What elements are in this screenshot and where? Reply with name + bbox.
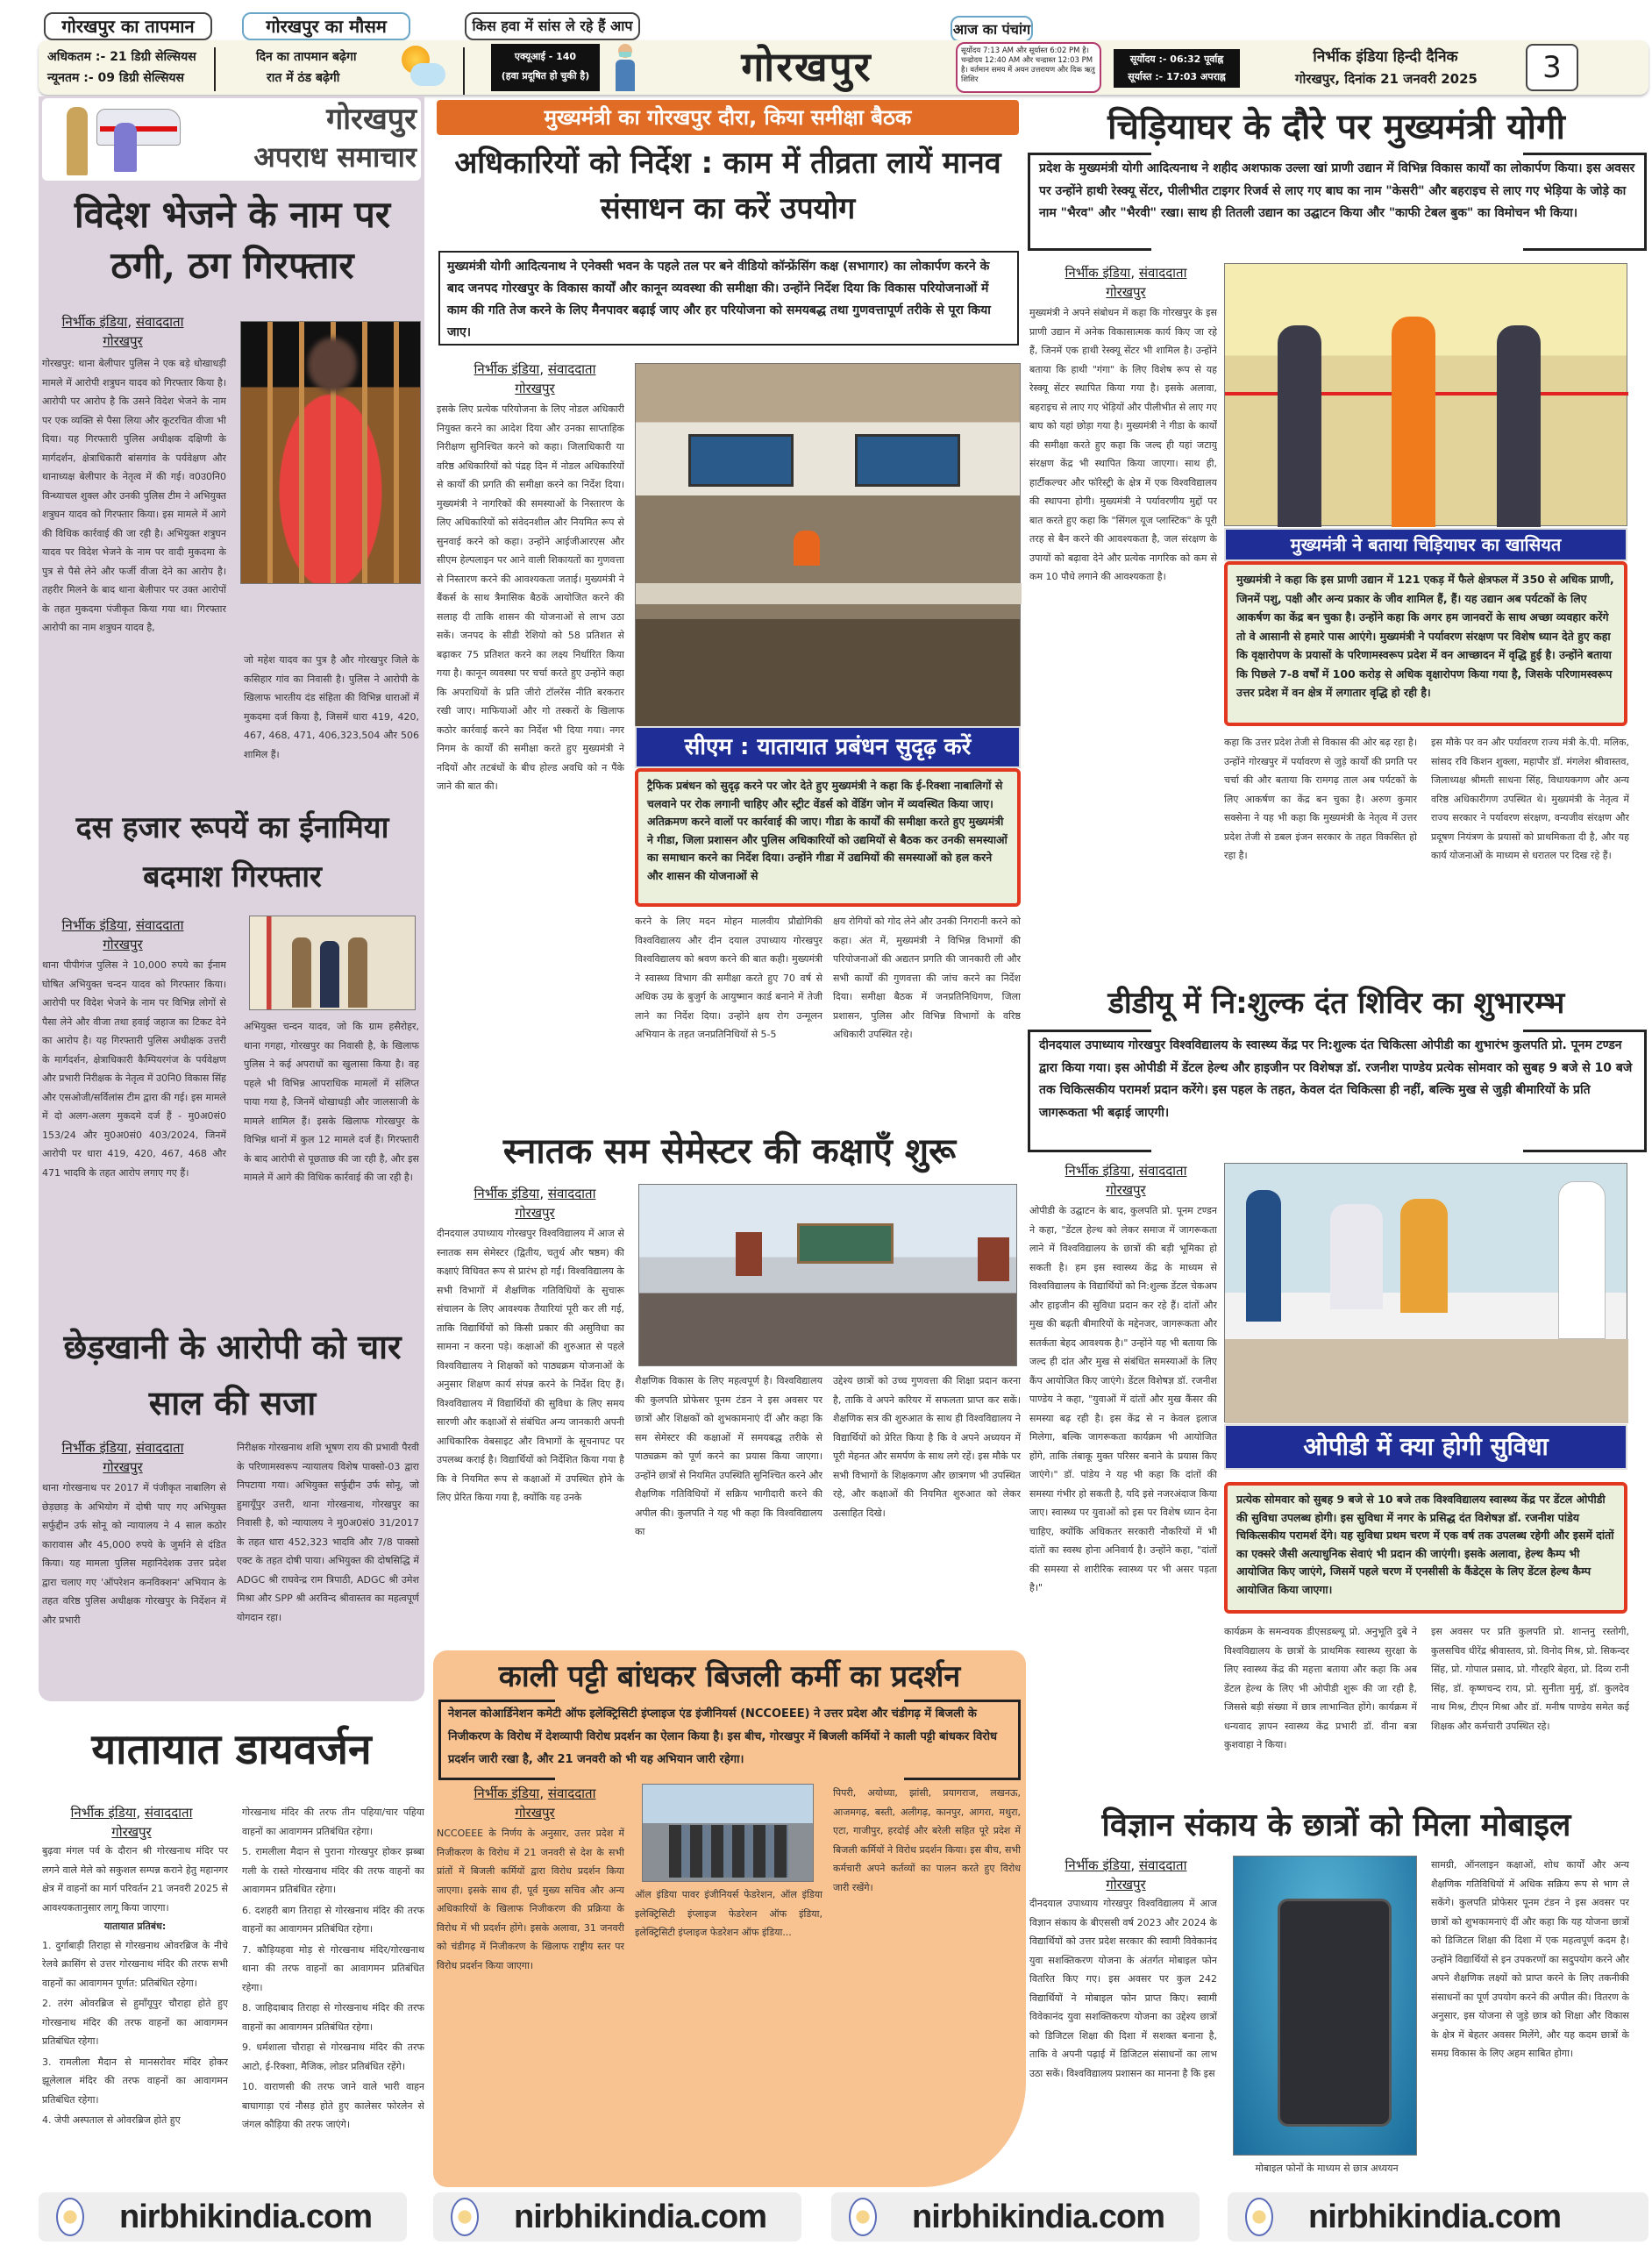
police-illustration <box>61 102 184 179</box>
zoo-summary-box <box>1028 153 1647 251</box>
page-number: 3 <box>1526 44 1578 91</box>
byline: निर्भीक इंडिया, संवाददाता गोरखपुर <box>61 917 184 952</box>
traffic-column-right <box>242 1803 424 2185</box>
dental-cont-2: इस अवसर पर प्रति कुलपति प्रो. शान्तनु रस्तोगी, कुलसचिव धीरेंद्र श्रीवास्तव, प्रो. विनोद मिश्र, प्रो. सिकन्दर सिंह, प्रो. गोपाल प्रसाद, प्रो. गौरहरि बेहरा, प्रो. दिव्य रानी सिंह, डॉ. कृष्णचन्द राय, प्रो. सुनीता मुर्मू, डॉ. कुलदेव नाथ मिश्र, टीएन मिश्रा और डॉ. मनीष पाण्डेय समेत कई शिक्षक और कर्मचारी उपस्थित रहे। <box>1431 1626 1629 1732</box>
site-url[interactable]: nirbhikindia.com <box>912 2198 1165 2235</box>
traffic-restriction-item: 6. दशहरी बाग तिराहा से गोरखनाथ मंदिर की तरफ वाहनों का आवागमन प्रतिबंधित रहेगा। <box>242 1904 424 1935</box>
byline: निर्भीक इंडिया, संवाददाता गोरखपुर <box>1065 1857 1187 1892</box>
press-logo-icon <box>451 2198 479 2236</box>
byline-agency: निर्भीक इंडिया <box>1065 1857 1131 1873</box>
crime-story-3-body: थाना गोरखनाथ पर 2017 में पंजीकृत नाबालिग से छेड़छाड़ के अभियोग में दोषी पाए गए अभियुक्त सर्फुद्दीन उर्फ सोनू को न्यायालय ने 4 साल कठोर कारावास और 45,000 रुपये के जुर्माने से दंडित किया। यह मामला पुलिस महानिदेशक उत्तर प्रदेश द्वारा चलाए गए 'ऑपरेशन कनविक्शन' अभियान के तहत वरिष्ठ पुलिस अधीक्षक गोरखपुर के निर्देशन में और प्रभारी <box>42 1482 226 1626</box>
crime-section-title-2: अपराध समाचार <box>253 140 417 174</box>
cm-body-cont-1: करने के लिए मदन मोहन मालवीय प्रौद्योगिकी विश्वविद्यालय और दीन दयाल उपाध्याय गोरखपुर विश्वविद्यालय को श्रवण करने की बात कही। मुख्यमंत्री ने स्वास्थ्य विभाग की समीक्षा करते हुए 70 वर्ष से अधिक उम्र के बुजुर्ग के आयुष्मान कार्ड बनाने में तेजी लाने का निर्देश दिया। उन्होंने क्षय रोग उन्मूलन अभियान के तहत जनप्रतिनिधियों से 5-5 <box>635 916 822 1040</box>
aqi-badge <box>491 44 600 91</box>
byline-agency: निर्भीक इंडिया <box>474 361 540 377</box>
byline-role: संवाददाता <box>1138 265 1187 281</box>
crime-section-title-1: गोरखपुर <box>326 102 417 137</box>
temp-tab: गोरखपुर का तापमान <box>44 12 212 40</box>
byline-city: गोरखपुर <box>1106 1877 1146 1892</box>
traffic-restriction-item: 8. जाहिदाबाद तिराहा से गोरखनाथ मंदिर की तरफ वाहनों का आवागमन प्रतिबंधित रहेगा। <box>242 2002 424 2033</box>
aqi-value: एक्यूआई - 140 <box>514 51 577 62</box>
traffic-restriction-item: 7. कौड़ियहवा मोड़ से गोरखनाथ मंदिर/गोरखनाथ थाना की तरफ वाहनों का आवागमन प्रतिबंधित रहेगा। <box>242 1943 424 1993</box>
traffic-restriction-item: 2. तरंग ओवरब्रिज से हुमाँयूपुर चौराहा होते हुए गोरखनाथ मंदिर की तरफ वाहनों का आवागमन प्रतिबंधित रहेगा। <box>42 1998 228 2047</box>
byline-city: गोरखपुर <box>103 1459 143 1475</box>
site-url[interactable]: nirbhikindia.com <box>119 2198 373 2235</box>
traffic-list-left <box>42 1936 228 2130</box>
byline-role: संवाददाता <box>144 1805 193 1821</box>
traffic-subhead: यातायात प्रतिबंध: <box>103 1921 167 1932</box>
electricity-summary: नेशनल कोआर्डिनेशन कमेटी ऑफ इलेक्ट्रिसिटी इंप्लाइज एंड इंजीनियर्स (NCCOEEE) ने उत्तर प्रदेश और चंडीगढ़ में बिजली के निजीकरण के विरोध में देशव्यापी विरोध प्रदर्शन का ऐलान किया है। इस बीच, गोरखपुर में बिजली कर्मियों ने काली पट्टी बांधकर विरोध प्रदर्शन जारी रखा है, और 21 जनवरी को भी यह अभियान जारी रहेगा। <box>448 1707 998 1766</box>
byline-agency: निर्भीक इंडिया <box>1065 265 1131 281</box>
mobile-photo-caption: मोबाइल फोनों के माध्यम से छात्र अध्ययन <box>1255 2163 1399 2174</box>
traffic-restriction-item: 9. धर्मशाला चौराहा से गोरखनाथ मंदिर की तरफ आटो, ई-रिक्शा, मैजिक, लोडर प्रतिबंधित रहेंगे। <box>242 2042 424 2072</box>
crime-story-2-cont: अभियुक्त चन्दन यादव, जो कि ग्राम हसैरोहर, थाना गगहा, गोरखपुर का निवासी है, के खिलाफ पुलिस ने कई अपराधों का खुलासा किया है। वह पहले भी विभिन्न आपराधिक मामलों में संलिप्त पाया गया है, जिनमें धोखाधड़ी और जालसाजी के मामले शामिल हैं। इसके खिलाफ गोरखपुर के विभिन्न थानों में कुल 12 मामले दर्ज हैं। गिरफ्तारी के बाद आरोपी से पूछताछ की जा रही है, और इस मामले में आगे की विधिक कार्रवाई की जा रही है। <box>244 1021 419 1183</box>
byline-role: संवाददाता <box>135 917 184 933</box>
weather-line-1: दिन का तापमान बढ़ेगा <box>256 50 357 64</box>
traffic-restriction-item: 4. जेपी अस्पताल से ओवरब्रिज होते हुए <box>42 2114 181 2126</box>
crime-story-2-body: थाना पीपीगंज पुलिस ने 10,000 रुपये का ईनाम घोषित अभियुक्त चन्दन यादव को गिरफ्तार किया। आरोपी पर विदेश भेजने के नाम पर विभिन्न लोगों से पैसा लेने और वीजा तथा हवाई जहाज का टिकट देने का आरोप है। यह गिरफ्तारी पुलिस अधीक्षक उत्तरी के मार्गदर्शन, क्षेत्राधिकारी कैम्पियरगंज के पर्यवेक्षण और प्रभारी निरीक्षक के नेतृत्व में उ0नि0 विकास सिंह और एसओजी/सर्विलांस टीम द्वारा की गई। इस मामले में दो अलग-अलग मुकदमे दर्ज हैं - मु0अ0सं0 153/24 और मु0अ0सं0 403/2024, जिनमें आरोपी पर धारा 419, 420, 467, 468 और 471 भादवि के तहत आरोप लगाए गए हैं। <box>42 959 226 1179</box>
dental-summary-box <box>1028 1030 1647 1152</box>
aqi-status: (हवा प्रदूषित हो चुकी है) <box>501 70 590 82</box>
crime-story-1-cont: जो महेश यादव का पुत्र है और गोरखपुर जिले के कसिहार गांव का निवासी है। पुलिस ने आरोपी के खिलाफ भारतीय दंड संहिता की विभिन्न धाराओं में मुकदमा दर्ज किया है, जिसमें धारा 419, 420, 467, 468, 471, 406,323,504 और 506 शामिल हैं। <box>244 654 419 760</box>
crime-headline-1: विदेश भेजने के नाम पर ठगी, ठग गिरफ्तार <box>74 193 391 287</box>
traffic-restriction-item: 1. दुर्गाबाड़ी तिराहा से गोरखनाथ ओवरब्रिज के नीचे रेलवे क्रासिंग से उत्तर गोरखनाथ मंदिर की तरफ सभी वाहनों का आवागमन पूर्णत: प्रतिबंधित रहेगा। <box>42 1939 228 1989</box>
cm-summary-box <box>438 251 1019 346</box>
byline-city: गोरखपुर <box>515 1805 555 1821</box>
paper-name: निर्भीक इंडिया हिन्दी दैनिक <box>1313 48 1458 66</box>
cm-traffic-subhead <box>635 726 1021 768</box>
zoo-cont-2: इस मौके पर वन और पर्यावरण राज्य मंत्री के.पी. मलिक, सांसद रवि किशन शुक्ला, महापौर डॉ. मंगलेश श्रीवास्तव, जिलाध्यक्ष श्रीमती साधना सिंह, विधायकगण और अन्य वरिष्ठ अधिकारीगण उपस्थित थे। मुख्यमंत्री के नेतृत्व में राज्य सरकार ने पर्यावरण संरक्षण, वन्यजीव संरक्षण और प्रदूषण नियंत्रण के प्रयासों को प्राथमिकता दी है, और यह कार्य योजनाओं के माध्यम से धरातल पर दिख रहे हैं। <box>1431 737 1629 861</box>
byline-role: संवाददाता <box>547 1186 596 1201</box>
air-tab: किस हवा में सांस ले रहे हैं आप <box>465 12 640 40</box>
crime-story-1-body: गोरखपुर: थाना बेलीपार पुलिस ने एक बड़े धोखाधड़ी मामले में आरोपी शत्रुघन यादव को गिरफ्तार किया है। आरोपी पर आरोप है कि उसने विदेश भेजने के नाम पर एक व्यक्ति से पैसा लिया और कूटरचित वीजा भी दिया। यह गिरफ्तारी पुलिस अधीक्षक दक्षिणी के मार्गदर्शन, क्षेत्राधिकारी बांसगांव के पर्यवेक्षण और थानाध्यक्ष बेलीपार के नेतृत्व में की गई। व0उ0नि0 विन्ध्याचल शुक्ल और उनकी पुलिस टीम ने अभियुक्त शत्रुघन यादव को गिरफ्तार किया। इस मामले में आगे की विधिक कार्रवाई की जा रही है। अभियुक्त शत्रुघन यादव पर विदेश भेजने के नाम पर वादी मुकदमा के पुत्र से पैसे लेने और फर्जी वीजा देने का आरोप है। तहरीर मिलने के बाद थाना बेलीपार पर उक्त आरोपों के तहत मुकदमा पंजीकृत किया गया था। गिरफ्तार आरोपी का नाम शत्रुघन यादव है, <box>42 358 226 633</box>
byline-role: संवाददाता <box>1138 1163 1187 1179</box>
jail-photo <box>240 321 421 584</box>
zoo-headline: चिड़ियाघर के दौरे पर मुख्यमंत्री योगी <box>1107 107 1565 147</box>
city-title: गोरखपुर <box>741 43 872 90</box>
press-logo-icon <box>849 2198 877 2236</box>
byline: निर्भीक इंडिया, संवाददाता गोरखपुर <box>61 1440 184 1475</box>
footer-site-2[interactable] <box>433 2192 801 2241</box>
zoo-summary: प्रदेश के मुख्यमंत्री योगी आदित्यनाथ ने शहीद अशफाक उल्ला खां प्राणी उद्यान में विभिन्न विकास कार्यों का लोकार्पण किया। इस अवसर पर उन्होंने हाथी रेस्क्यू सेंटर, पीलीभीत टाइगर रिजर्व से लाए गए बाघ का नाम "केसरी" और बहराइच से लाए गए भेड़िया के जोड़े का नाम "भैरव" और "भैरवी" रखा। साथ ही तितली उद्यान का उद्घाटन किया और "काफी टेबल बुक" का विमोचन भी किया। <box>1039 161 1635 220</box>
cm-body-cont-2: क्षय रोगियों को गोद लेने और उनकी निगरानी करने को कहा। अंत में, मुख्यमंत्री ने विभिन्न विभागों की परियोजनाओं की अद्यतन प्रगति की जानकारी ली और सभी कार्यों की गुणवत्ता की जांच करने का निर्देश दिया। समीक्षा बैठक में जनप्रतिनिधिगण, जिला प्रशासन, पुलिस और विभिन्न विभागों के वरिष्ठ अधिकारी उपस्थित रहे। <box>833 916 1021 1040</box>
zoo-highlight-box <box>1224 561 1627 726</box>
mobile-cont: सामग्री, ऑनलाइन कक्षाओं, शोध कार्यों और अन्य शैक्षणिक गतिविधियों में अधिक सक्रिय रूप से भाग ले सकेंगे। कुलपति प्रोफेसर पूनम टंडन ने इस अवसर पर छात्रों को शुभकामनाएं दीं और कहा कि यह योजना छात्रों को डिजिटल शिक्षा की दिशा में एक महत्वपूर्ण कदम है। उन्होंने विद्यार्थियों से इन उपकरणों का सदुपयोग करने और अपने शैक्षणिक लक्ष्यों को प्राप्त करने के लिए तकनीकी संसाधनों का पूर्ण उपयोग करने की अपील की। वितरण के अनुसार, इस योजना से जुड़े छात्र को शिक्षा और विकास के क्षेत्र में बेहतर अवसर मिलेंगे, और यह कदम छात्रों के समग्र विकास के लिए अहम साबित होगा। <box>1431 1859 1629 2059</box>
byline: निर्भीक इंडिया, संवाददाता गोरखपुर <box>1065 1163 1187 1198</box>
crime-headline-2: दस हजार रूपयें का ईनामिया बदमाश गिरफ्तार <box>75 810 389 894</box>
byline: निर्भीक इंडिया, संवाददाता गोरखपुर <box>61 314 184 349</box>
byline: निर्भीक इंडिया, संवाददाता गोरखपुर <box>474 1785 596 1821</box>
traffic-restriction-item: गोरखनाथ मंदिर की तरफ तीन पहिया/चार पहिया वाहनों का आवागमन प्रतिबंधित रहेगा। <box>242 1807 424 1837</box>
byline-agency: निर्भीक इंडिया <box>474 1785 540 1801</box>
zoo-highlight-text: मुख्यमंत्री ने कहा कि इस प्राणी उद्यान में 121 एकड़ में फैले क्षेत्रफल में 350 से अधिक प्राणी, जिनमें पशु, पक्षी और अन्य प्रकार के जीव शामिल हैं, हैं। यह उद्यान अब पर्यटकों के लिए आकर्षण का केंद्र बन चुका है। उन्होंने कहा कि अगर हम जानवरों के साथ अच्छा व्यवहार करेंगे तो वे आसानी से हमारे पास आएंगे। मुख्यमंत्री ने पर्यावरण संरक्षण पर विशेष ध्यान देते हुए कहा कि वृक्षारोपण के प्रयासों के परिणामस्वरूप प्रदेश में वन आच्छादन में वृद्धि हुई है। उन्होंने बताया कि पिछले 7-8 वर्षों में 100 करोड़ से अधिक वृक्षारोपण किया गया है, जिसके परिणामस्वरूप उत्तर प्रदेश में वन क्षेत्र में लगातार वृद्धि हो रही है। <box>1236 573 1614 699</box>
arrest-photo <box>249 916 416 1010</box>
byline-role: संवाददाता <box>547 361 596 377</box>
byline-role: संवाददाता <box>1138 1857 1187 1873</box>
traffic-restriction-item: 3. रामलीला मैदान से मानसरोवर मंदिर होकर झूलेलाल मंदिर की तरफ वाहनों का आवागमन प्रतिबंधित रहेगा। <box>42 2056 228 2106</box>
traffic-restriction-item: 10. वाराणसी की तरफ जाने वाले भारी वाहन बाघागाड़ा एवं नौसड़ होते हुए कालेसर फोरलेन से जंगल कौड़िया की तरफ जाएंगे। <box>242 2081 424 2130</box>
dental-summary: दीनदयाल उपाध्याय गोरखपुर विश्वविद्यालय के स्वास्थ्य केंद्र पर नि:शुल्क दंत चिकित्सा ओपीडी का शुभारंभ कुलपति प्रो. पूनम टण्डन द्वारा किया गया। इस ओपीडी में डेंटल हेल्थ और हाइजीन पर विशेषज्ञ डॉ. रजनीश पाण्डेय प्रत्येक सोमवार को सुबह 9 बजे से 10 बजे तक चिकित्सकीय परामर्श प्रदान करेंगे। इस पहल के तहत, केवल दंत चिकित्सा ही नहीं, बल्कि मुख से जुड़ी बीमारियों के प्रति जागरूकता भी बढ़ाई जाएगी। <box>1039 1038 1633 1120</box>
zoo-cont-1: कहा कि उत्तर प्रदेश तेजी से विकास की ओर बढ़ रहा है। उन्होंने गोरखपुर में पर्यावरण से जुड़े कार्यों की प्रगति पर चर्चा की और बताया कि रामगढ़ ताल अब पर्यटकों के लिए आकर्षण का केंद्र बन चुका है। अरुण कुमार सक्सेना ने यह भी कहा कि मुख्यमंत्री के नेतृत्व में उत्तर प्रदेश तेजी से डबल इंजन सरकार के तहत विकसित हो रहा है। <box>1224 737 1417 861</box>
dateline: गोरखपुर, दिनांक 21 जनवरी 2025 <box>1295 71 1478 87</box>
dental-facility-text: प्रत्येक सोमवार को सुबह 9 बजे से 10 बजे तक विश्वविद्यालय स्वास्थ्य केंद्र पर डेंटल ओपीडी की सुविधा उपलब्ध होगी। इस सुविधा में नगर के प्रसिद्ध दंत विशेषज्ञ डॉ. रजनीश पांडेय चिकित्सकीय परामर्श देंगे। यह सुविधा प्रथम चरण में एक वर्ष तक उपलब्ध रहेगी और इसमें दांतों का एक्सरे जैसी अत्याधुनिक सेवाएं भी प्रदान की जाएंगी। इसके अलावा, हेल्थ कैम्प भी आयोजित किए जाएंगे, जिसमें पहले चरण में एनसीसी के कैंडेट्स के लिए डेंटल हेल्थ कैम्प आयोजित किया जाएगा। <box>1236 1493 1614 1596</box>
traffic-column-left <box>42 1842 228 2185</box>
temp-min: न्यूनतम :- 09 डिग्री सेल्सियस <box>47 71 185 85</box>
byline-agency: निर्भीक इंडिया <box>61 917 128 933</box>
traffic-restriction-item: 5. रामलीला मैदान से पुराना गोरखपुर होकर झब्बा गली के रास्ते गोरखनाथ मंदिर की तरफ वाहनों का आवागमन प्रतिबंधित रहेगा। <box>242 1846 424 1895</box>
byline: निर्भीक इंडिया, संवाददाता गोरखपुर <box>1065 265 1187 300</box>
cm-summary: मुख्यमंत्री योगी आदित्यनाथ ने एनेक्सी भवन के पहले तल पर बने वीडियो कॉन्फ्रेंसिंग कक्ष (सभागार) का लोकार्पण करने के बाद जनपद गोरखपुर के विकास कार्यों और कानून व्यवस्था की समीक्षा की। उन्होंने निर्देश दिया कि विकास परियोजनाओं में काम की गति तेज करने के लिए मैनपावर बढ़ाई जाए और हर परियोजना को समयबद्ध तथा गुणवत्तापूर्ण तरीके से पूरा किया जाए। <box>447 260 991 339</box>
sun-times-badge <box>1114 49 1240 88</box>
classroom-photo <box>638 1184 1017 1366</box>
cm-headline: अधिकारियों को निर्देश : काम में तीव्रता लायें मानव संसाधन का करें उपयोग <box>454 146 1001 226</box>
footer-site-1[interactable] <box>39 2192 407 2241</box>
byline-agency: निर्भीक इंडिया <box>70 1805 137 1821</box>
dental-body: ओपीडी के उद्घाटन के बाद, कुलपति प्रो. पूनम टण्डन ने कहा, "डेंटल हेल्थ को लेकर समाज में जागरूकता लाने में विश्वविद्यालय के छात्रों की बड़ी भूमिका हो सकती है। हम इस स्वास्थ्य केंद्र के माध्यम से विश्वविद्यालय के विद्यार्थियों को नि:शुल्क डेंटल चेकअप और हाइजीन की सुविधा प्रदान कर रहे हैं। दांतों और मुख की बढ़ती बीमारियों के मद्देनजर, जागरूकता और सतर्कता बेहद आवश्यक है।" उन्होंने यह भी बताया कि जल्द ही दांत और मुख से संबंधित समस्याओं के लिए कैंप आयोजित किए जाएंगे। डेंटल विशेषज्ञ डॉ. रजनीश पाण्डेय ने कहा, "युवाओं में दांतों और मुख कैंसर की समस्या बढ़ रही है। इस केंद्र से न केवल इलाज मिलेगा, बल्कि जागरूकता कार्यक्रम भी आयोजित होंगे, ताकि तंबाकू मुक्त परिसर बनाने के प्रयास किए जाएंगे।" डॉ. पांडेय ने यह भी कहा कि दांतों की समस्या गंभीर हो सकती है, यदि इसे नजरअंदाज किया जाए। स्वास्थ्य पर युवाओं को इस पर विशेष ध्यान देना चाहिए, क्योंकि अधिकतर सरकारी नौकरियों में भी दांतों का स्वस्थ होना अनिवार्य है। उन्होंने कहा, "दांतों की समस्या से शारीरिक स्वास्थ्य पर भी असर पड़ता है।" <box>1029 1205 1217 1593</box>
cm-kicker-text: मुख्यमंत्री का गोरखपुर दौरा, किया समीक्षा बैठक <box>544 105 912 130</box>
electricity-body-2: ऑल इंडिया पावर इंजीनियर्स फेडरेशन, ऑल इंडिया इलेक्ट्रिसिटी इंप्लाइज फेडरेशन ऑफ इंडिया, इलेक्ट्रिसिटी इंप्लाइज फेडरेशन ऑफ इंडिया... <box>635 1889 822 1938</box>
dental-cont-1: कार्यक्रम के समन्वयक डीएसडब्ल्यू प्रो. अनुभूति दुबे ने विश्वविद्यालय के छात्रों के प्राथमिक स्वास्थ्य सुरक्षा के लिए स्वास्थ्य केंद्र की महत्ता बताया और कहा कि अब डेंटल हेल्थ के लिए भी ओपीडी शुरू की जा रही है, जिससे बड़ी संख्या में छात्र लाभान्वित होंगे। कार्यक्रम में धन्यवाद ज्ञापन स्वास्थ्य केंद्र प्रभारी डॉ. वीना बत्रा कुशवाहा ने किया। <box>1224 1626 1417 1750</box>
electricity-body-3: पिपरी, अयोध्या, झांसी, प्रयागराज, लखनऊ, आजमगढ़, बस्ती, अलीगढ़, कानपुर, आगरा, मथुरा, एटा, गाजीपुर, हरदोई और बरेली सहित पूरे प्रदेश में बिजली कर्मियों ने विरोध प्रदर्शन किया। इस बीच, सभी कर्मचारी अपने कर्तव्यों का पालन करते हुए विरोध जारी रखेंगे। <box>833 1787 1021 1893</box>
byline-city: गोरखपुर <box>1106 1182 1146 1198</box>
byline-role: संवाददाता <box>547 1785 596 1801</box>
panchang-tab: आज का पंचांग <box>951 16 1033 42</box>
cm-traffic-subhead-text: सीएम : यातायात प्रबंधन सुदृढ़ करें <box>684 734 972 760</box>
zoo-inauguration-photo <box>1224 263 1627 526</box>
site-url[interactable]: nirbhikindia.com <box>514 2198 767 2235</box>
byline-city: गोरखपुर <box>1106 284 1146 300</box>
byline-agency: निर्भीक इंडिया <box>474 1186 540 1201</box>
footer-site-4[interactable] <box>1228 2192 1648 2241</box>
footer-site-3[interactable] <box>831 2192 1200 2241</box>
sunrise-time: सूर्योदय :- 06:32 पूर्वाह्न <box>1129 53 1224 65</box>
press-logo-icon <box>56 2198 84 2236</box>
cm-meeting-photo <box>635 363 1021 730</box>
byline-role: संवाददाता <box>135 314 184 330</box>
cm-kicker <box>437 100 1019 135</box>
panchang-bubble <box>956 42 1101 93</box>
mobile-body: दीनदयाल उपाध्याय गोरखपुर विश्वविद्यालय में आज विज्ञान संकाय के बीएससी वर्ष 2023 और 2024 के विद्यार्थियों को उत्तर प्रदेश सरकार की स्वामी विवेकानंद युवा सशक्तिकरण योजना के अंतर्गत मोबाइल फोन वितरित किए गए। इस अवसर पर कुल 242 विद्यार्थियों ने मोबाइल फोन प्राप्त किए। स्वामी विवेकानंद युवा सशक्तिकरण योजना का उद्देश्य छात्रों को डिजिटल शिक्षा की दिशा में सशक्त बनाना है, ताकि वे अपनी पढ़ाई में डिजिटल संसाधनों का लाभ उठा सकें। विश्वविद्यालय प्रशासन का मानना है कि इस <box>1029 1898 1217 2079</box>
dental-opd-photo <box>1224 1163 1627 1422</box>
byline-agency: निर्भीक इंडिया <box>61 314 128 330</box>
weather-tab: गोरखपुर का मौसम <box>242 12 410 40</box>
dental-subhead <box>1224 1424 1627 1470</box>
byline-agency: निर्भीक इंडिया <box>1065 1163 1131 1179</box>
zoo-subhead <box>1224 528 1627 561</box>
semester-body: दीनदयाल उपाध्याय गोरखपुर विश्वविद्यालय में आज से स्नातक सम सेमेस्टर (द्वितीय, चतुर्थ और षष्ठम) की कक्षाएं विधिवत रूप से प्रारंभ हो गईं। विश्वविद्यालय के सभी विभागों में शैक्षणिक गतिविधियों के सुचारू संचालन के लिए आवश्यक तैयारियां पूरी कर ली गई, ताकि विद्यार्थियों को किसी प्रकार की असुविधा का सामना न करना पड़े। कक्षाओं की शुरुआत से पहले विश्वविद्यालय ने शिक्षकों को पाठ्यक्रम योजनाओं के अनुसार शिक्षण कार्य संपन्न करने के निर्देश दिए हैं। विश्वविद्यालय में विद्यार्थियों की सुविधा के लिए समय सारणी और कक्षाओं से संबंधित अन्य जानकारी अपनी आधिकारिक वेबसाइट और विभागों के सूचनापट पर उपलब्ध कराई है। विद्यार्थियों को निर्देशित किया गया है कि वे नियमित रूप से कक्षाओं में उपस्थित होने के लिए प्रेरित किया गया है, क्योंकि यह उनके <box>437 1228 624 1503</box>
crime-story-3-cont: निरीक्षक गोरखनाथ शशि भूषण राय की प्रभावी पैरवी के परिणामस्वरूप न्यायालय विशेष पाक्सो-03 द्वारा निपटाया गया। अभियुक्त सर्फुद्दीन उर्फ सोनू, जो हुमायूँपुर उत्तरी, थाना गोरखनाथ, गोरखपुर का निवासी है, को न्यायालय ने मु0अ0सं0 31/2017 के तहत धारा 452,323 भादवि और 7/8 पाक्सो एक्ट के तहत दोषी पाया। अभियुक्त की दोषसिद्धि में ADGC श्री राघवेन्द्र राम त्रिपाठी, ADGC श्री उमेश मिश्रा और SPP श्री अरविन्द श्रीवास्तव का महत्वपूर्ण योगदान रहा। <box>237 1442 419 1623</box>
byline-role: संवाददाता <box>135 1440 184 1456</box>
mask-person-icon <box>614 44 637 93</box>
byline-city: गोरखपुर <box>515 1205 555 1221</box>
traffic-intro: बुढ़वा मंगल पर्व के दौरान श्री गोरखनाथ मंदिर पर लगने वाले मेले को सकुशल सम्पन्न कराने हेतु महानगर क्षेत्र में वाहनों का मार्ग परिवर्तन 21 जनवरी 2025 से आवश्यकतानुसार लागू किया जाएगा। <box>42 1845 228 1914</box>
electricity-headline: काली पट्टी बांधकर बिजली कर्मी का प्रदर्शन <box>498 1659 961 1694</box>
crime-headline-3: छेड़खानी के आरोपी को चार साल की सजा <box>63 1327 402 1422</box>
cm-traffic-text: ट्रैफिक प्रबंधन को सुदृढ़ करने पर जोर देते हुए मुख्यमंत्री ने कहा कि ई-रिक्शा नाबालिगों से चलवाने पर रोक लगानी चाहिए और स्ट्रीट वेंडर्स को वेंडिंग जोन में व्यवस्थित किया जाए। अतिक्रमण करने वालों पर कार्रवाई की जाए। गीडा के कार्यों की समीक्षा करते हुए मुख्यमंत्री ने गीडा, जिला प्रशासन और पुलिस अधिकारियों को उद्यमियों से बैठक कर उनकी समस्याओं का समाधान करने का निर्देश दिया। उन्होंने गीडा में उद्यमियों की समस्याओं को हल करने और शासन की योजनाओं से <box>647 779 1008 882</box>
sun-cloud-icon <box>396 44 445 89</box>
semester-headline: स्नातक सम सेमेस्टर की कक्षाएँ शुरू <box>502 1131 957 1172</box>
panchang-text: सूर्योदय 7:13 AM और सूर्यास्त 6:02 PM है। चन्द्रोदय 12:40 AM और चन्द्रास्त 12:03 PM है। वर्तमान समय में अयन उत्तरायण और दिक ऋतु शिशिर <box>961 46 1095 84</box>
press-logo-icon <box>1245 2198 1273 2236</box>
byline-city: गोरखपुर <box>103 937 143 952</box>
protest-photo <box>642 1784 814 1882</box>
byline-city: गोरखपुर <box>515 381 555 396</box>
semester-cont-1: शैक्षणिक विकास के लिए महत्वपूर्ण है। विश्वविद्यालय की कुलपति प्रोफेसर पूनम टंडन ने इस अवसर पर छात्रों और शिक्षकों को शुभकामनाएं दीं और कहा कि सम सेमेस्टर की कक्षाओं में समयबद्ध तरीके से पाठ्यक्रम को पूर्ण करने का प्रयास किया जाएगा। उन्होंने छात्रों से नियमित उपस्थिति सुनिश्चित करने और शैक्षणिक गतिविधियों में सक्रिय भागीदारी करने की अपील की। कुलपति ने यह भी कहा कि विश्वविद्यालय का <box>635 1375 822 1537</box>
semester-cont-2: उद्देश्य छात्रों को उच्च गुणवत्ता की शिक्षा प्रदान करना है, ताकि वे अपने करियर में सफलता प्राप्त कर सकें। शैक्षणिक सत्र की शुरुआत के साथ ही विश्वविद्यालय ने विद्यार्थियों को प्रेरित किया है कि वे अपने अध्ययन में पूरी मेहनत और समर्पण के साथ लगे रहें। इस मौके पर सभी विभागों के शिक्षकगण और छात्रगण भी उपस्थित रहे, और कक्षाओं की नियमित शुरुआत को लेकर उत्साहित दिखे। <box>833 1375 1021 1519</box>
dental-facility-box <box>1224 1482 1627 1614</box>
mobile-headline: विज्ञान संकाय के छात्रों को मिला मोबाइल <box>1101 1807 1571 1843</box>
site-url[interactable]: nirbhikindia.com <box>1308 2198 1562 2235</box>
temp-max: अधिकतम :- 21 डिग्री सेल्सियस <box>47 50 196 64</box>
byline-city: गोरखपुर <box>111 1824 152 1840</box>
byline-agency: निर्भीक इंडिया <box>61 1440 128 1456</box>
electricity-summary-box <box>438 1700 1021 1780</box>
zoo-body: मुख्यमंत्री ने अपने संबोधन में कहा कि गोरखपुर के इस प्राणी उद्यान में अनेक विकासात्मक कार्य किए जा रहे हैं, जिनमें एक हाथी रेस्क्यू सेंटर भी शामिल है। उन्होंने बताया कि हाथी "गंगा" के लिए विशेष रूप से यह रेस्क्यू सेंटर स्थापित किया गया है। इसके अलावा, बहराइच से लाए गए भेड़ियों और पीलीभीत से लाए गए बाघ को यहां छोड़ा गया है। मुख्यमंत्री ने गीडा के कार्यों की समीक्षा करते हुए कहा कि जल्द ही यहां जटायु संरक्षण केंद्र भी स्थापित किया जाएगा। साथ ही, हार्टीकल्चर और फॉरेस्ट्री के क्षेत्र में एक विश्वविद्यालय की स्थापना होगी। मुख्यमंत्री ने पर्यावरणीय मुद्दों पर बात करते हुए कहा कि "सिंगल यूज प्लास्टिक" के पूरी तरह से बैन करने की आवश्यकता है, जल संरक्षण के उपायों को बढ़ावा देने और प्रत्येक नागरिक को कम से कम 10 पौधे लगाने की आवश्यकता है। <box>1029 307 1217 582</box>
sunset-time: सूर्यास्त :- 17:03 अपराह्न <box>1128 71 1226 82</box>
byline-city: गोरखपुर <box>103 333 143 349</box>
zoo-subhead-text: मुख्यमंत्री ने बताया चिड़ियाघर का खासियत <box>1290 534 1562 555</box>
byline: निर्भीक इंडिया, संवाददाता गोरखपुर <box>474 361 596 396</box>
divider-arrow <box>463 47 465 95</box>
electricity-body: NCCOEEE के निर्णय के अनुसार, उत्तर प्रदेश में निजीकरण के विरोध में 21 जनवरी से देश के सभी प्रांतों में बिजली कर्मियों द्वारा विरोध प्रदर्शन किया जाएगा। इसके साथ ही, पूर्व मुख्य सचिव और अन्य अधिकारियों के खिलाफ निजीकरण की प्रक्रिया के विरोध में भी प्रदर्शन होंगे। इसके अलावा, 31 जनवरी को चंडीगढ़ में निजीकरण के खिलाफ राष्ट्रीय स्तर पर विरोध प्रदर्शन किया जाएगा। <box>437 1828 624 1971</box>
weather-line-2: रात में ठंड बढ़ेगी <box>267 71 340 85</box>
byline: निर्भीक इंडिया, संवाददाता गोरखपुर <box>70 1805 193 1840</box>
dental-subhead-text: ओपीडी में क्या होगी सुविधा <box>1303 1432 1549 1461</box>
traffic-headline: यातायात डायवर्जन <box>91 1725 372 1774</box>
dental-headline: डीडीयू में नि:शुल्क दंत शिविर का शुभारम्भ <box>1107 986 1565 1021</box>
byline: निर्भीक इंडिया, संवाददाता गोरखपुर <box>474 1186 596 1221</box>
cm-traffic-box <box>635 768 1021 907</box>
cm-body: इसके लिए प्रत्येक परियोजना के लिए नोडल अधिकारी नियुक्त करने का आदेश दिया और उनका साप्ताहिक निरीक्षण सुनिश्चित करने को कहा। जिलाधिकारी या वरिष्ठ अधिकारियों को पंद्रह दिन में नोडल अधिकारियों से कार्यों की प्रगति की समीक्षा करने का निर्देश दिया। मुख्यमंत्री ने नागरिकों की समस्याओं के निस्तारण के लिए अधिकारियों को संवेदनशील और नियमित रूप से सुनवाई करने को कहा। उन्होंने आईजीआरएस और सीएम हेल्पलाइन पर आने वाली शिकायतों का गुणवत्ता से निस्तारण करने की आवश्यकता जताई। मुख्यमंत्री ने बैंकर्स के साथ त्रैमासिक बैठकें आयोजित करने की सलाह दी ताकि शासन की योजनाओं से लाभ उठा सकें। जनपद के सीडी रेशियो को 58 प्रतिशत से बढ़ाकर 75 प्रतिशत करने का लक्ष्य निर्धारित किया गया है। कानून व्यवस्था पर चर्चा करते हुए उन्होंने कहा कि अपराधियों के प्रति जीरो टॉलरेंस नीति बरकरार रखी जाए। माफियाओं और गो तस्करों के खिलाफ कठोर कार्रवाई करने का निर्देश भी दिया गया। नगर निगम के कार्यों की समीक्षा करते हुए मुख्यमंत्री ने नदियों और तटबंधों के बीच होल्ड अवधि को न पैंके जाने की बात की। <box>437 403 624 792</box>
divider-arrow <box>214 47 216 91</box>
mobile-phone-photo <box>1233 1856 1417 2156</box>
